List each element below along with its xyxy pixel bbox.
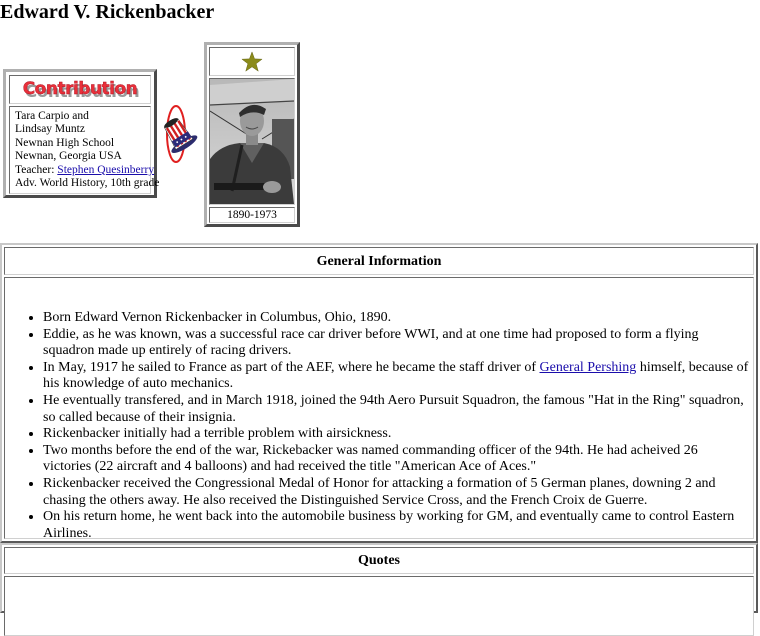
teacher-link[interactable]: Stephen Quesinberry — [57, 163, 155, 176]
hat-in-the-ring-icon — [158, 101, 198, 167]
fact-item: • Born Edward Vernon Rickenbacker in Columbus, Ohio, 1890. — [43, 310, 749, 327]
portrait-photo — [209, 78, 295, 205]
teacher-label: Teacher: — [15, 163, 58, 176]
general-information-table — [0, 243, 758, 543]
fact-item: • Two months before the end of the war, Rickebacker was named commanding officer of the 94th. He had acheived 26 victories (22 aircraft and 4 balloons) and had received the title "American Ace of Aces." — [43, 443, 749, 476]
general-information-body — [4, 277, 754, 539]
fact-item: • Rickenbacker initially had a terrible problem with airsickness. — [43, 426, 749, 443]
fact-item: • He eventually transfered, and in March 1918, joined the 94th Aero Pursuit Squadron, the famous "Hat in the Ring" squadron, so called because of their insignia. — [43, 393, 749, 426]
lifespan-caption: 1890-1973 — [209, 207, 295, 223]
star-icon — [241, 51, 263, 73]
contribution-box — [3, 69, 160, 198]
fact-item: • Rickenbacker received the Congressional Medal of Honor for attacking a formation of 5 German planes, downing 2 and chasing the others away. He also received the Distinguished Service Cross, and the French Croix de Guerre. — [43, 476, 749, 509]
contributor-name-2: Lindsay Muntz — [15, 123, 85, 136]
quotes-table — [0, 543, 758, 613]
school-location: Newnan, Georgia USA — [15, 150, 122, 163]
quotes-body — [4, 576, 754, 636]
course-name: Adv. World History, 10th grade — [15, 177, 160, 190]
contribution-details — [9, 106, 160, 194]
fact-item: • Eddie, as he was known, was a successful race car driver before WWI, and at one time had proposed to form a flying squadron made up entirely of racing drivers. — [43, 327, 749, 360]
portrait-box — [204, 42, 300, 227]
teacher-line — [15, 163, 155, 177]
general-pershing-link[interactable]: General Pershing — [539, 359, 637, 375]
fact-text: In May, 1917 he sailed to France as part of the AEF, where he became the staff driver of — [43, 359, 540, 375]
contribution-heading: Contribution — [22, 79, 138, 99]
fact-item: • On his return home, he went back into the automobile business by working for GM, and eventually came to control Eastern Airlines. — [43, 509, 749, 542]
contributor-name-1: Tara Carpio and — [15, 110, 89, 122]
fact-text: himself, because of his knowledge of auto mechanics. — [43, 359, 749, 392]
contribution-header-cell — [9, 75, 151, 104]
school-name: Newnan High School — [15, 136, 115, 149]
general-information-heading: General Information — [4, 247, 754, 275]
page-title: Edward V. Rickenbacker — [0, 1, 215, 23]
fact-item — [43, 360, 749, 393]
quotes-heading: Quotes — [4, 547, 754, 574]
star-cell — [209, 47, 295, 76]
fact-list — [5, 310, 749, 542]
